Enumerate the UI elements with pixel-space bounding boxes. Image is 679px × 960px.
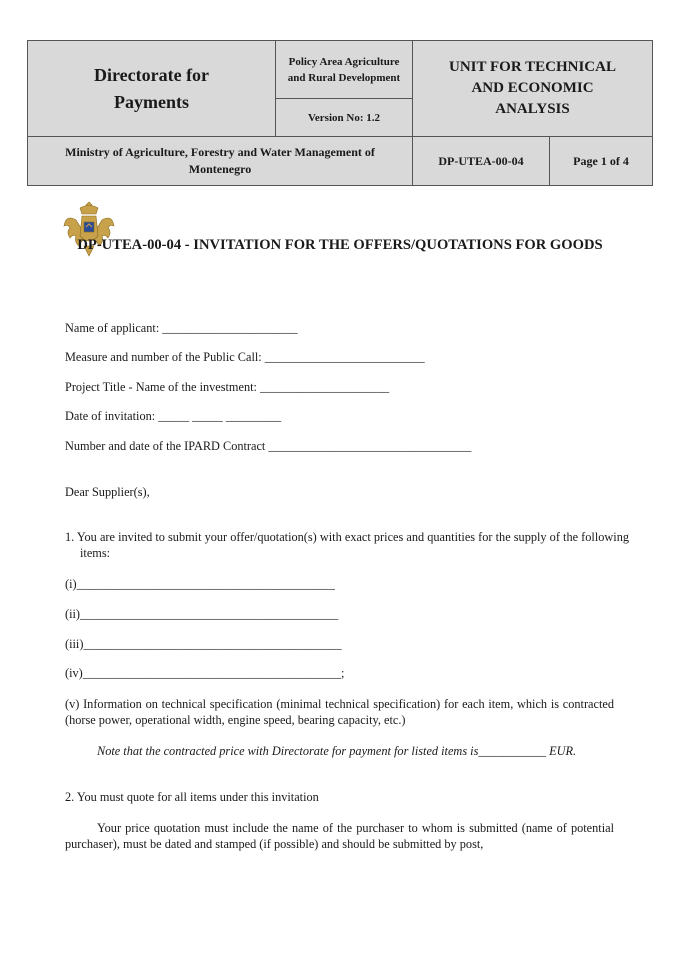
ipard-contract-field: Number and date of the IPARD Contract _________________________________ — [65, 439, 472, 453]
document-title: DP-UTEA-00-04 - INVITATION FOR THE OFFERS/QUOTATIONS FOR GOODS — [77, 237, 603, 253]
item-2-heading: 2. You must quote for all items under this invitation — [65, 790, 319, 804]
unit-cell — [413, 41, 653, 137]
public-call-field: Measure and number of the Public Call: __________________________ — [65, 350, 425, 364]
item-line-i: (i)__________________________________________ — [65, 577, 335, 591]
unit-name: UNIT FOR TECHNICAL AND ECONOMIC ANALYSIS — [449, 59, 616, 117]
page-number-cell — [550, 137, 653, 186]
salutation: Dear Supplier(s), — [65, 485, 150, 499]
directorate-cell — [28, 41, 276, 137]
page-number: Page 1 of 4 — [573, 153, 629, 168]
price-quotation-paragraph: Your price quotation must include the name of the purchaser to whom is submitted (name of potential purchaser), must be dated and stamped (if possible) and should be submitted by post, — [65, 821, 614, 851]
item-1-paragraph: 1. You are invited to submit your offer/quotation(s) with exact prices and quantities for the supply of the following items: — [65, 530, 629, 560]
technical-specification-paragraph: (v) Information on technical specification (minimal technical specification) for each item, which is contracted (horse power, operational width, engine speed, bearing capacity, etc.) — [65, 697, 614, 727]
invitation-date-field: Date of invitation: _____ _____ _________ — [65, 409, 282, 423]
contracted-price-note: Note that the contracted price with Directorate for payment for listed items is___________ EUR. — [97, 744, 577, 758]
directorate-name: Directorate for Payments — [93, 64, 210, 112]
doc-code-cell — [413, 137, 550, 186]
policy-area: Policy Area Agriculture and Rural Development — [287, 55, 401, 84]
applicant-name-field: Name of applicant: ______________________ — [65, 321, 298, 335]
ministry-name: Ministry of Agriculture, Forestry and Water Management of Montenegro — [65, 145, 375, 176]
item-line-iv: (iv)__________________________________________; — [65, 666, 345, 680]
item-line-iii: (iii)__________________________________________ — [65, 637, 342, 651]
document-header-table — [27, 40, 653, 186]
policy-area-cell — [276, 41, 413, 99]
version-cell — [276, 99, 413, 137]
doc-code: DP-UTEA-00-04 — [438, 153, 524, 168]
item-line-ii: (ii)__________________________________________ — [65, 607, 339, 621]
version-number: Version No: 1.2 — [307, 111, 380, 124]
project-title-field: Project Title - Name of the investment: _____________________ — [65, 380, 390, 394]
ministry-cell — [28, 137, 413, 186]
